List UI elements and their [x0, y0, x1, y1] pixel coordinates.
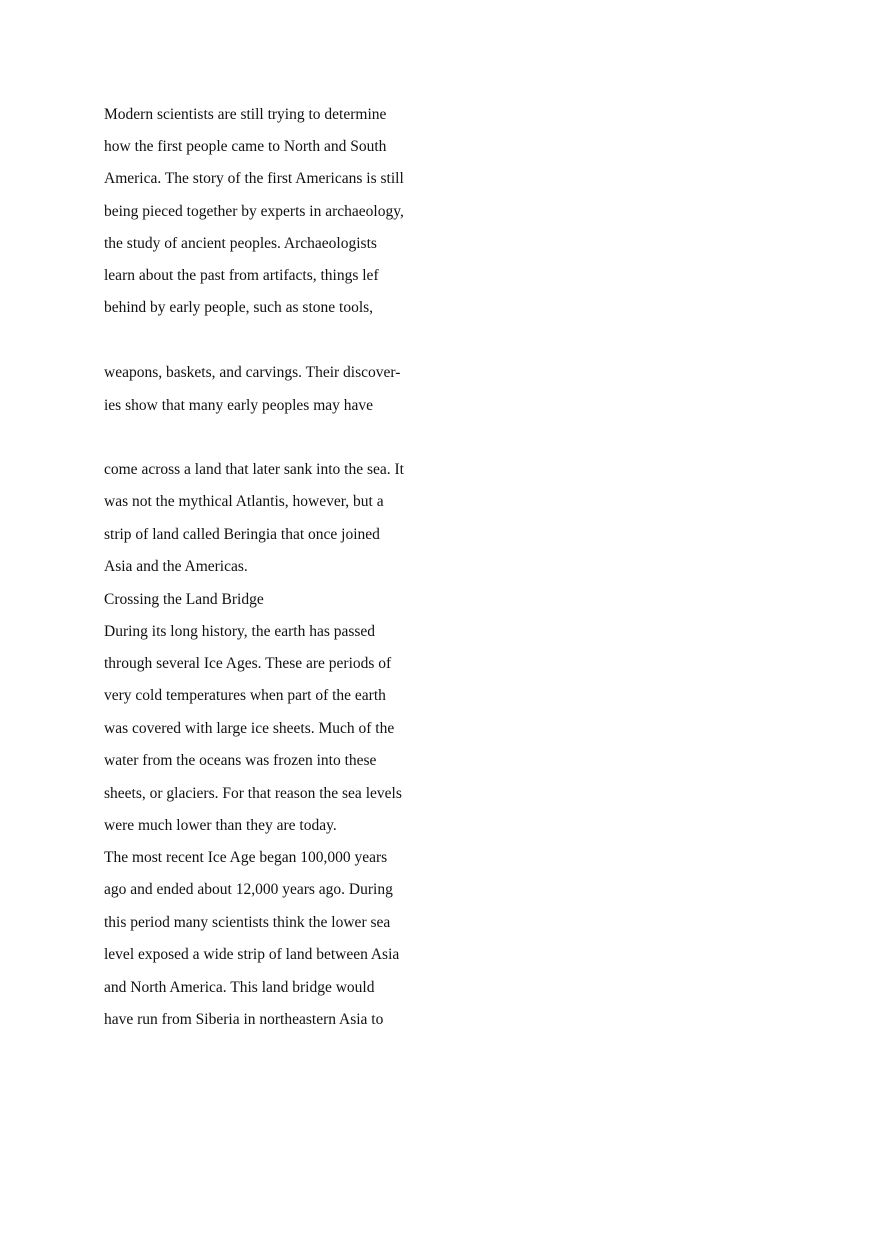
text-line: water from the oceans was frozen into these — [104, 752, 377, 769]
text-line: weapons, baskets, and carvings. Their discover- — [104, 364, 401, 381]
text-line: learn about the past from artifacts, things lef — [104, 267, 379, 284]
text-line: how the first people came to North and South — [104, 138, 387, 155]
text-line: was not the mythical Atlantis, however, but a — [104, 493, 384, 510]
text-line: The most recent Ice Age began 100,000 years — [104, 849, 388, 866]
text-line: ies show that many early peoples may have — [104, 397, 374, 414]
text-line: come across a land that later sank into the sea. It — [104, 461, 404, 478]
text-line: America. The story of the first Americans is still — [104, 170, 404, 187]
text-line: this period many scientists think the lower sea — [104, 914, 391, 931]
text-line: were much lower than they are today. — [104, 817, 337, 834]
text-line: being pieced together by experts in archaeology, — [104, 203, 404, 220]
text-line: and North America. This land bridge would — [104, 979, 375, 996]
text-line: sheets, or glaciers. For that reason the sea levels — [104, 785, 402, 802]
text-line: was covered with large ice sheets. Much of the — [104, 720, 395, 737]
text-line: very cold temperatures when part of the earth — [104, 687, 386, 704]
text-line: Modern scientists are still trying to determine — [104, 106, 387, 123]
text-line: strip of land called Beringia that once joined — [104, 526, 380, 543]
text-line: During its long history, the earth has passed — [104, 623, 376, 640]
text-line: the study of ancient peoples. Archaeologists — [104, 235, 377, 252]
text-line: through several Ice Ages. These are periods of — [104, 655, 392, 672]
text-line: behind by early people, such as stone tools, — [104, 299, 374, 316]
text-line: ago and ended about 12,000 years ago. During — [104, 881, 393, 898]
text-line: level exposed a wide strip of land between Asia — [104, 946, 400, 963]
text-line: have run from Siberia in northeastern Asia to — [104, 1011, 384, 1028]
text-line: Asia and the Americas. — [104, 558, 248, 575]
section-heading: Crossing the Land Bridge — [104, 591, 264, 608]
